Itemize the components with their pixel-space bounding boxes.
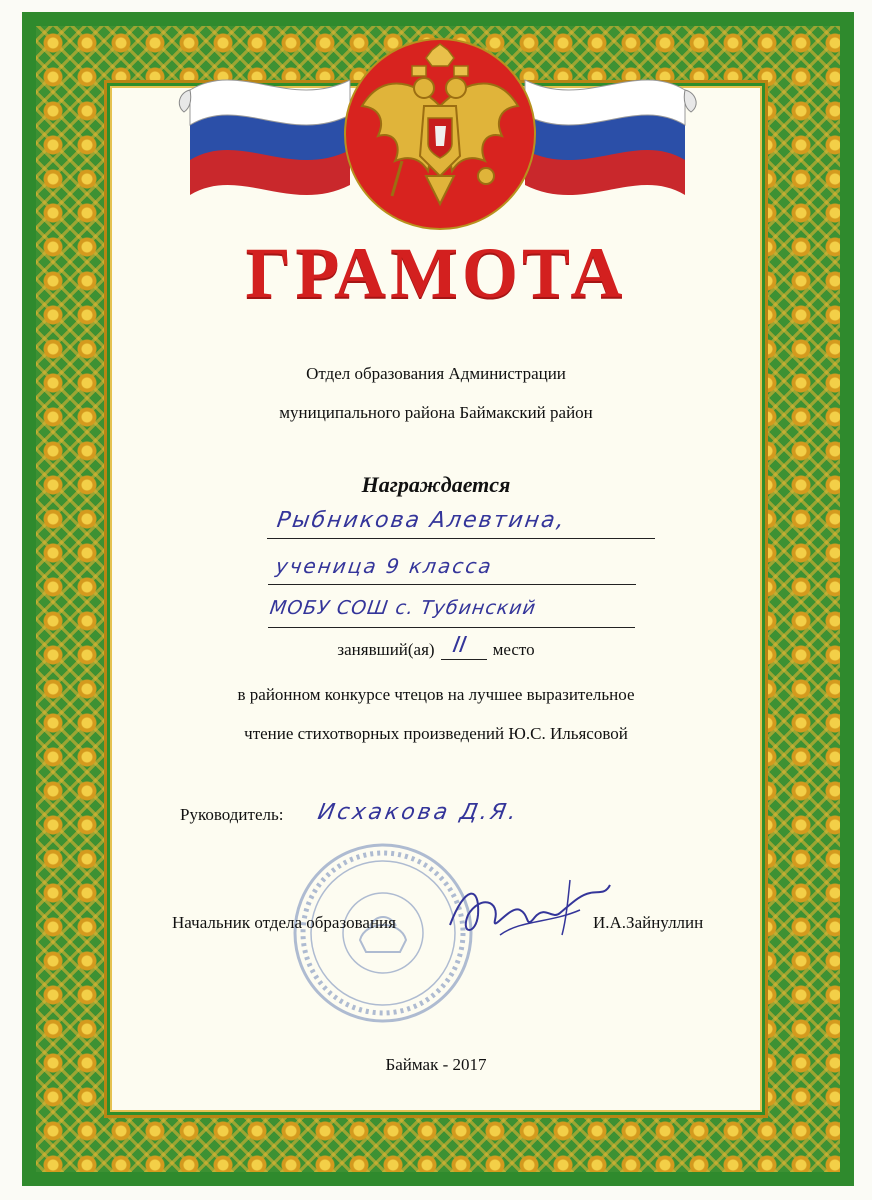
leader-label: Руководитель: (180, 805, 284, 824)
recipient-school: МОБУ СОШ с. Тубинский (268, 597, 538, 619)
place-row (0, 633, 872, 660)
place-and-date: Баймак - 2017 (385, 1055, 487, 1074)
head-label: Начальник отдела образования (172, 913, 396, 932)
place-suffix: место (492, 640, 535, 659)
place-prefix: занявший(ая) (337, 640, 435, 659)
contest-line-2: чтение стихотворных произведений Ю.С. Ильясовой (244, 724, 628, 743)
issuer-line-2: муниципального района Баймакский район (279, 403, 593, 422)
handwritten-signature-icon (440, 865, 615, 955)
place-blank (441, 633, 487, 660)
certificate-title: ГРАМОТА (245, 233, 627, 313)
leader-name: Исхакова Д.Я. (315, 800, 521, 825)
place-value: II (450, 633, 468, 658)
recipient-grade-line (268, 552, 636, 585)
contest-line-1: в районном конкурсе чтецов на лучшее выразительное (237, 685, 635, 704)
recipient-name-line (267, 506, 655, 539)
coat-of-arms-icon (340, 36, 540, 232)
awarded-label: Награждается (361, 472, 511, 497)
recipient-school-line (268, 595, 635, 628)
recipient-name: Рыбникова Алевтина, (275, 508, 568, 533)
head-name: И.А.Зайнуллин (593, 913, 704, 932)
recipient-grade: ученица 9 класса (274, 554, 495, 578)
issuer-line-1: Отдел образования Администрации (306, 364, 566, 383)
